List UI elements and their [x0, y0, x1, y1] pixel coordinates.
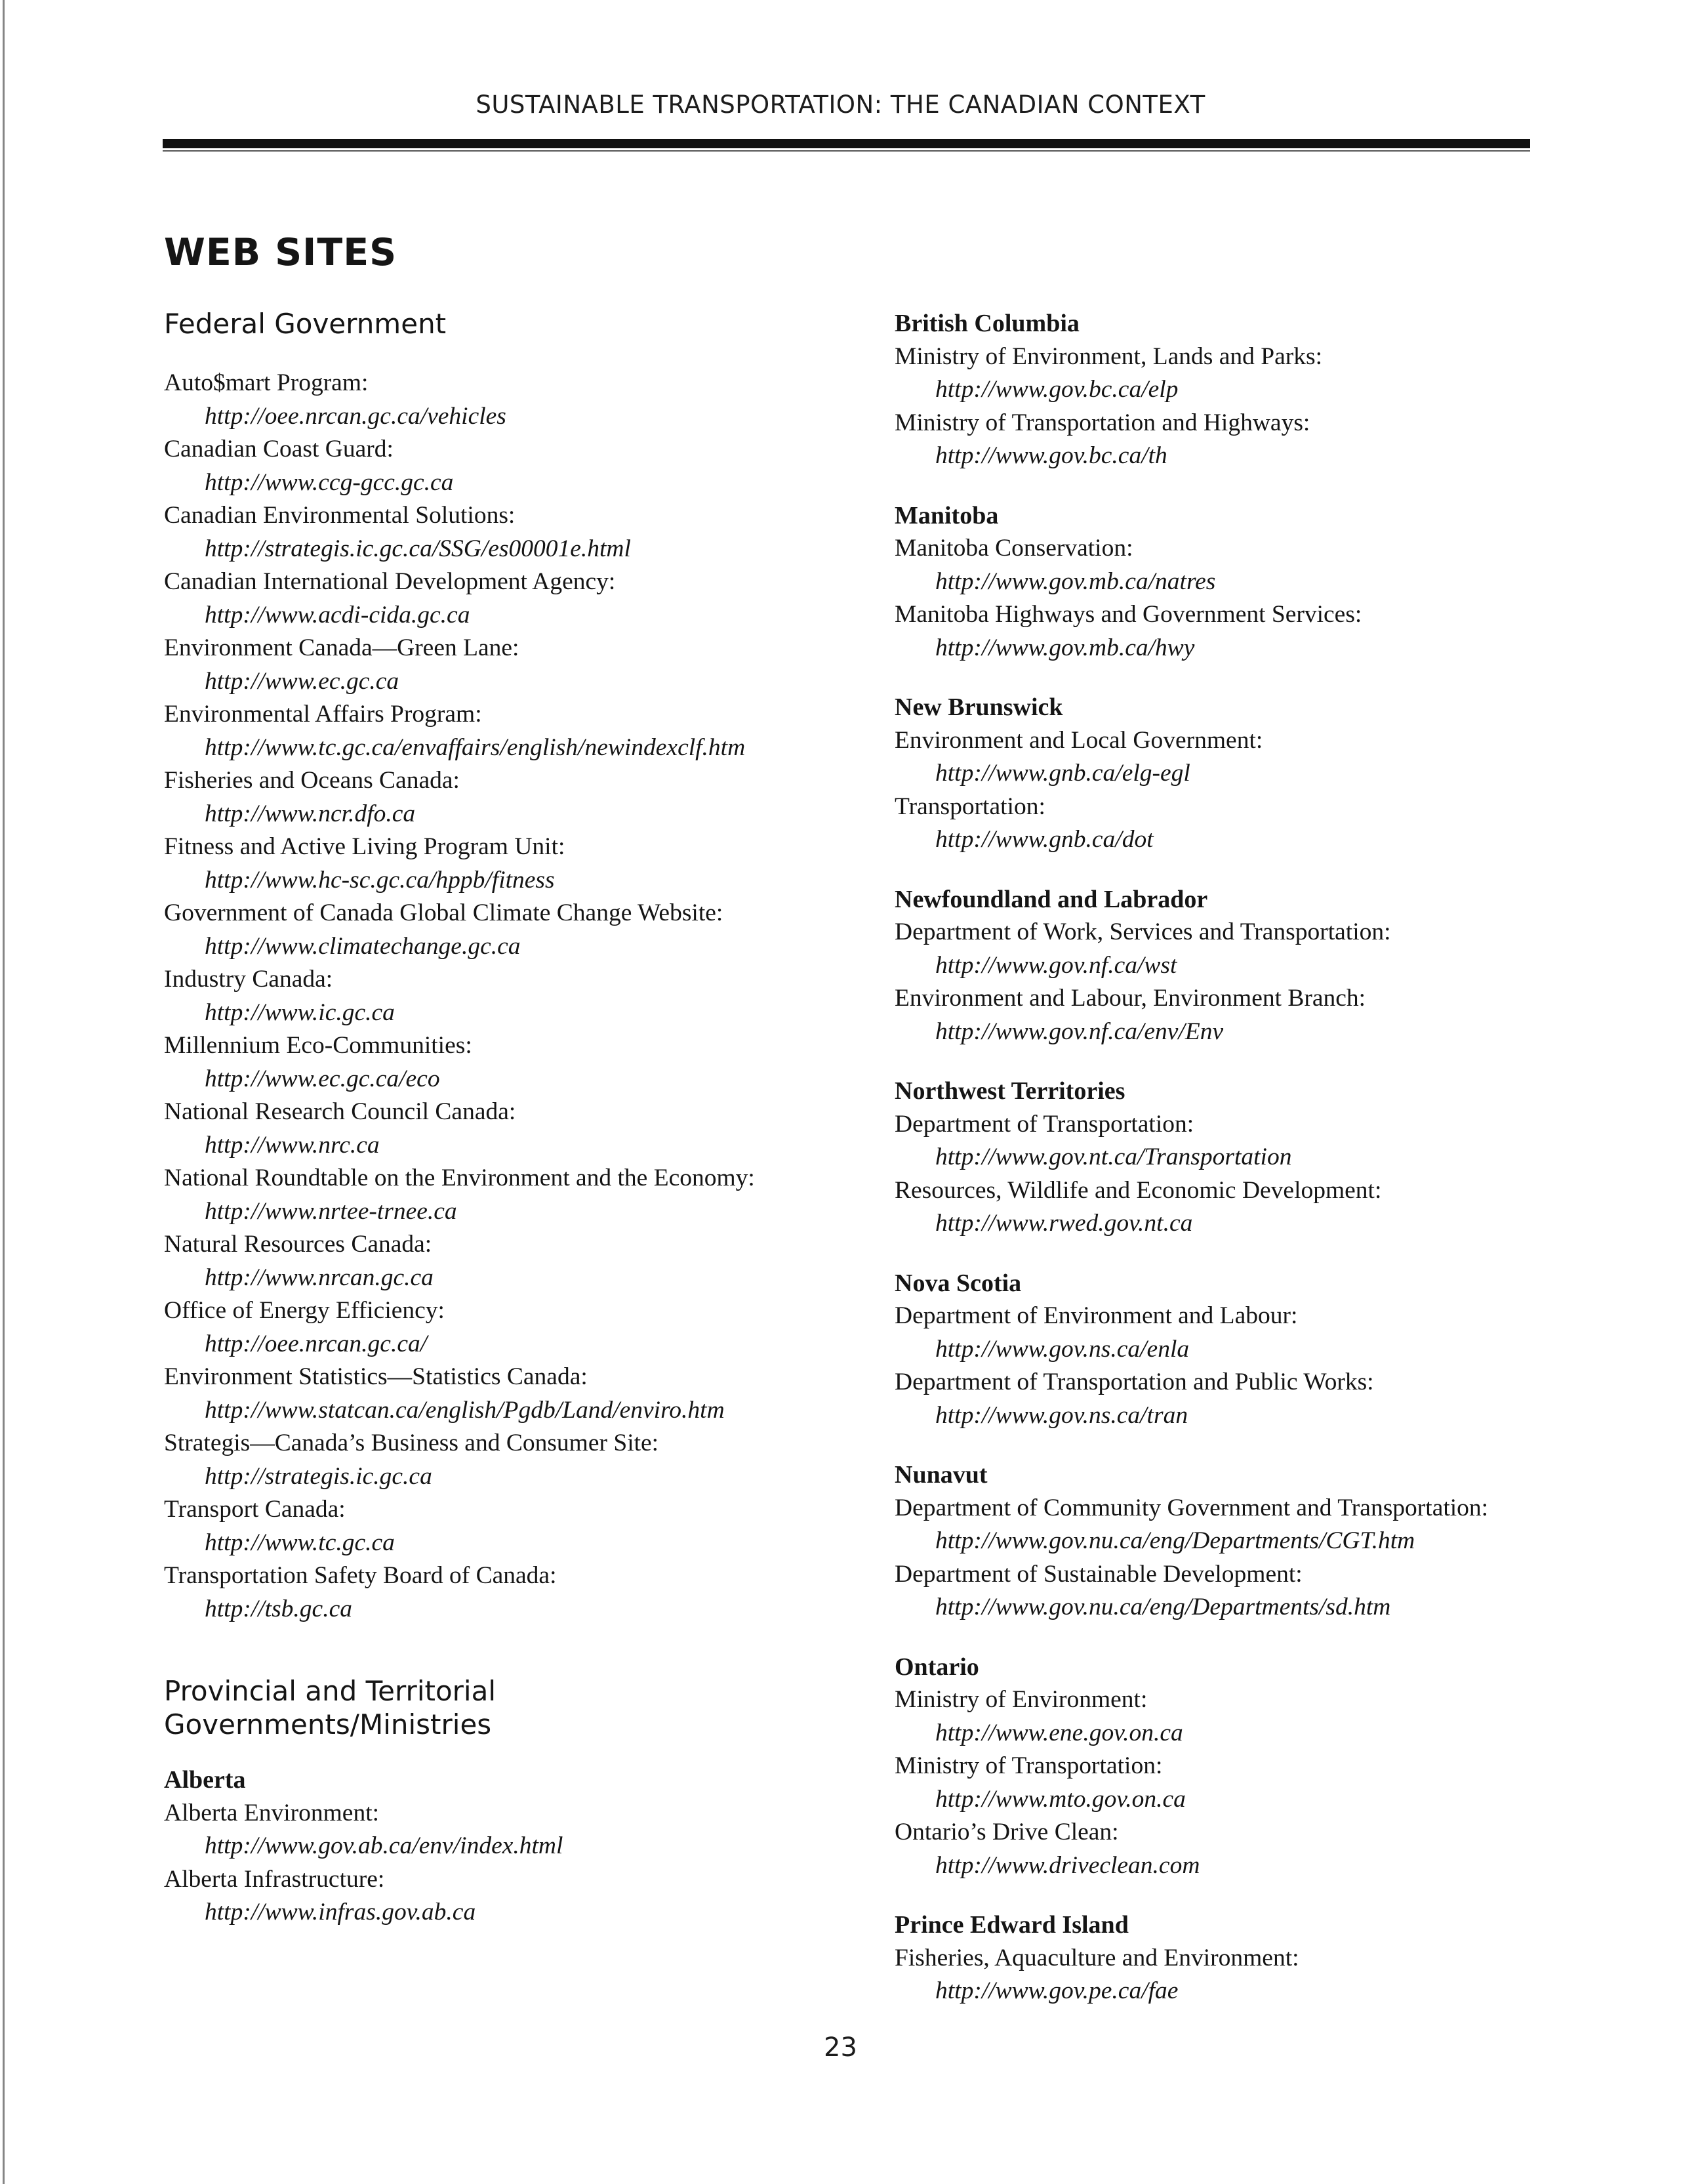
website-url[interactable]: http://www.mto.gov.on.ca: [935, 1785, 1186, 1813]
website-url[interactable]: http://www.ec.gc.ca/eco: [205, 1065, 440, 1092]
organization-name: Fitness and Active Living Program Unit:: [164, 833, 565, 860]
organization-name: Millennium Eco-Communities:: [164, 1032, 472, 1059]
right-column: [895, 307, 1616, 2008]
organization-name: Department of Transportation:: [895, 1110, 1194, 1138]
organization-name: Government of Canada Global Climate Change Website:: [164, 899, 723, 926]
website-url[interactable]: http://www.gnb.ca/elg-egl: [935, 760, 1190, 787]
website-url[interactable]: http://www.gov.ab.ca/env/index.html: [205, 1832, 563, 1859]
province-name-alberta: Alberta: [164, 1766, 246, 1794]
organization-name: Environment and Local Government:: [895, 726, 1263, 754]
spacer: [895, 1241, 1616, 1267]
website-url[interactable]: http://www.nrcan.gc.ca: [205, 1264, 434, 1291]
organization-name: Fisheries and Oceans Canada:: [164, 767, 460, 794]
website-url[interactable]: http://strategis.ic.gc.ca/SSG/es00001e.html: [205, 535, 631, 562]
website-url[interactable]: http://www.ic.gc.ca: [205, 999, 395, 1026]
website-url[interactable]: http://www.gnb.ca/dot: [935, 826, 1154, 853]
province-name: Newfoundland and Labrador: [895, 885, 1208, 913]
website-url[interactable]: http://tsb.gc.ca: [205, 1595, 352, 1622]
website-url[interactable]: http://www.ene.gov.on.ca: [935, 1719, 1183, 1746]
spacer: [895, 1432, 1616, 1458]
province-name: New Brunswick: [895, 693, 1063, 721]
website-url[interactable]: http://www.gov.nt.ca/Transportation: [935, 1144, 1292, 1170]
website-url[interactable]: http://www.gov.nu.ca/eng/Departments/sd.htm: [935, 1594, 1391, 1620]
organization-name: Transportation Safety Board of Canada:: [164, 1562, 557, 1589]
organization-name: Department of Sustainable Development:: [895, 1560, 1303, 1588]
running-header: SUSTAINABLE TRANSPORTATION: THE CANADIAN CONTEXT: [476, 91, 1205, 119]
province-name: Northwest Territories: [895, 1077, 1125, 1105]
website-url[interactable]: http://www.nrtee-trnee.ca: [205, 1197, 457, 1225]
website-url[interactable]: http://www.ncr.dfo.ca: [205, 800, 416, 827]
website-url[interactable]: http://www.gov.bc.ca/th: [935, 442, 1167, 469]
province-name: Prince Edward Island: [895, 1911, 1129, 1939]
organization-name: Environmental Affairs Program:: [164, 701, 482, 728]
website-url[interactable]: http://www.infras.gov.ab.ca: [205, 1899, 476, 1926]
provincial-heading-line2: Governments/Ministries: [164, 1708, 492, 1741]
page-title: WEB SITES: [164, 231, 397, 274]
website-url[interactable]: http://oee.nrcan.gc.ca/: [205, 1330, 428, 1357]
organization-name: Canadian Environmental Solutions:: [164, 502, 516, 529]
website-url[interactable]: http://www.acdi-cida.gc.ca: [205, 601, 470, 628]
organization-name: National Research Council Canada:: [164, 1098, 516, 1125]
organization-name: Manitoba Highways and Government Services:: [895, 601, 1362, 628]
website-url[interactable]: http://www.driveclean.com: [935, 1851, 1200, 1879]
page-number: 23: [824, 2032, 857, 2063]
spacer: [164, 1626, 853, 1674]
website-url[interactable]: http://www.gov.nf.ca/env/Env: [935, 1018, 1224, 1045]
organization-name: Alberta Environment:: [164, 1799, 380, 1826]
organization-name: Canadian International Development Agency:: [164, 568, 616, 595]
website-url[interactable]: http://www.statcan.ca/english/Pgdb/Land/enviro.htm: [205, 1396, 725, 1424]
organization-name: Department of Transportation and Public Works:: [895, 1369, 1374, 1395]
organization-name: Office of Energy Efficiency:: [164, 1297, 445, 1324]
organization-name: National Roundtable on the Environment and the Economy:: [164, 1164, 755, 1191]
organization-name: Department of Work, Services and Transportation:: [895, 918, 1391, 945]
organization-name: Transport Canada:: [164, 1496, 346, 1523]
spacer: [164, 1741, 853, 1763]
website-url[interactable]: http://oee.nrcan.gc.ca/vehicles: [205, 402, 506, 430]
provincial-heading-line1: Provincial and Territorial: [164, 1675, 496, 1707]
organization-name: Canadian Coast Guard:: [164, 436, 394, 463]
federal-heading: Federal Government: [164, 308, 447, 340]
spacer: [895, 857, 1616, 883]
scan-edge: [3, 0, 5, 2184]
organization-name: Manitoba Conservation:: [895, 535, 1133, 562]
website-url[interactable]: http://strategis.ic.gc.ca: [205, 1462, 432, 1490]
website-url[interactable]: http://www.climatechange.gc.ca: [205, 932, 521, 960]
website-url[interactable]: http://www.nrc.ca: [205, 1131, 380, 1159]
organization-name: Ontario’s Drive Clean:: [895, 1819, 1119, 1845]
province-name: Manitoba: [895, 501, 999, 529]
spacer: [895, 473, 1616, 499]
website-url[interactable]: http://www.gov.ns.ca/enla: [935, 1335, 1190, 1363]
spacer: [895, 1624, 1616, 1651]
website-url[interactable]: http://www.gov.mb.ca/hwy: [935, 634, 1195, 661]
organization-name: Ministry of Transportation and Highways:: [895, 409, 1310, 436]
organization-name: Resources, Wildlife and Economic Development:: [895, 1176, 1382, 1204]
organization-name: Environment and Labour, Environment Branch:: [895, 985, 1366, 1012]
province-name: British Columbia: [895, 310, 1080, 337]
website-url[interactable]: http://www.gov.nf.ca/wst: [935, 951, 1177, 979]
organization-name: Ministry of Environment, Lands and Parks:: [895, 342, 1323, 370]
website-url[interactable]: http://www.ec.gc.ca: [205, 667, 399, 695]
organization-name: Auto$mart Program:: [164, 369, 369, 396]
website-url[interactable]: http://www.gov.mb.ca/natres: [935, 567, 1216, 595]
province-name: Ontario: [895, 1653, 979, 1681]
header-rule-thin: [163, 150, 1530, 152]
organization-name: Alberta Infrastructure:: [164, 1865, 385, 1893]
website-url[interactable]: http://www.rwed.gov.nt.ca: [935, 1210, 1193, 1237]
province-list: [895, 307, 1616, 2008]
spacer: [895, 665, 1616, 691]
federal-list: [164, 367, 853, 1626]
website-url[interactable]: http://www.hc-sc.gc.ca/hppb/fitness: [205, 866, 555, 894]
organization-name: Natural Resources Canada:: [164, 1231, 432, 1258]
alberta-list: [164, 1797, 853, 1929]
organization-name: Environment Canada—Green Lane:: [164, 634, 519, 661]
organization-name: Industry Canada:: [164, 966, 333, 993]
province-name: Nunavut: [895, 1461, 988, 1489]
organization-name: Environment Statistics—Statistics Canada:: [164, 1363, 588, 1390]
organization-name: Department of Community Government and Transportation:: [895, 1494, 1489, 1521]
organization-name: Ministry of Transportation:: [895, 1752, 1163, 1779]
website-url[interactable]: http://www.gov.ns.ca/tran: [935, 1401, 1188, 1429]
province-name: Nova Scotia: [895, 1269, 1022, 1297]
spacer: [895, 1882, 1616, 1908]
organization-name: Ministry of Environment:: [895, 1686, 1148, 1713]
spacer: [164, 340, 853, 367]
organization-name: Strategis—Canada’s Business and Consumer Site:: [164, 1430, 659, 1456]
organization-name: Transportation:: [895, 793, 1045, 820]
header-rule: [163, 139, 1530, 148]
organization-name: Department of Environment and Labour:: [895, 1302, 1298, 1329]
spacer: [895, 1048, 1616, 1075]
website-url[interactable]: http://www.gov.pe.ca/fae: [935, 1977, 1179, 2004]
website-url[interactable]: http://www.gov.nu.ca/eng/Departments/CGT.htm: [935, 1527, 1415, 1554]
organization-name: Fisheries, Aquaculture and Environment:: [895, 1944, 1299, 1971]
website-url[interactable]: http://www.tc.gc.ca: [205, 1529, 395, 1556]
website-url[interactable]: http://www.gov.bc.ca/elp: [935, 376, 1179, 403]
left-column: [164, 307, 853, 1929]
website-url[interactable]: http://www.ccg-gcc.gc.ca: [205, 468, 454, 496]
website-url[interactable]: http://www.tc.gc.ca/envaffairs/english/newindexclf.htm: [205, 733, 746, 761]
